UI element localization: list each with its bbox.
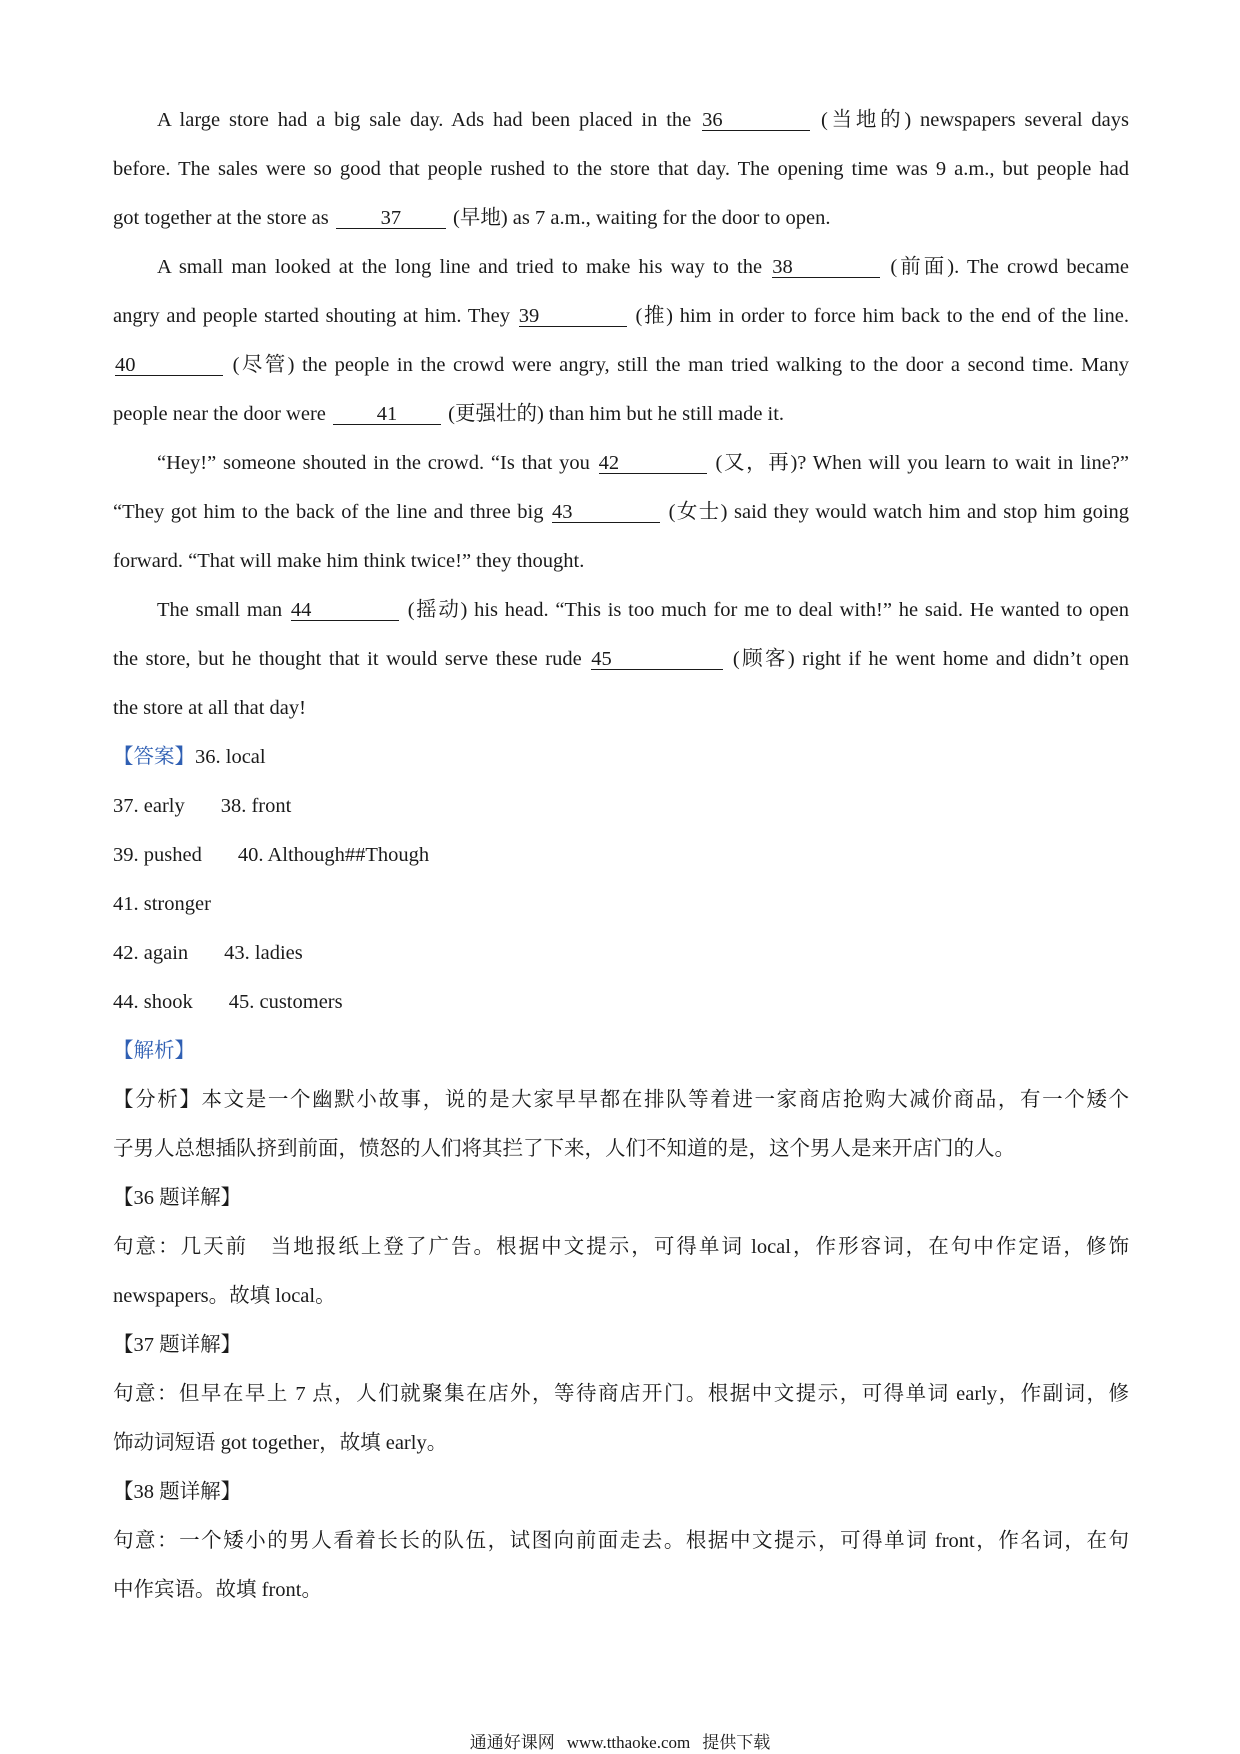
footer-url[interactable]: www.tthaoke.com <box>566 1733 691 1752</box>
text: 本文是一个幽默小故事，说的是大家早早都在排队等着进一家商店抢购大减价商品，有一个矮个 <box>201 1089 1130 1111</box>
p2-line2 <box>113 292 1129 341</box>
page-footer <box>0 1728 1240 1753</box>
p1-line3 <box>113 194 1129 243</box>
answer-label: 【答案】 <box>113 746 195 768</box>
p2-line3 <box>113 341 1129 390</box>
text: “Hey!” someone shouted in the crowd. “Is that you <box>157 452 590 474</box>
text: (尽管) the people in the crowd were angry, still the man tried walking to the door a second time. Many <box>232 354 1129 376</box>
answer-39: 39. pushed <box>113 844 202 866</box>
p4-line2 <box>113 635 1129 684</box>
blank-36: 36 <box>702 100 810 131</box>
text: (推) him in order to force him back to the end of the line. <box>635 305 1130 327</box>
text: the store, but he thought that it would serve these rude <box>113 648 582 670</box>
footer-site-name: 通通好课网 <box>469 1733 555 1752</box>
blank-42: 42 <box>599 443 707 474</box>
text: (又，再)? When will you learn to wait in line?” <box>715 452 1130 474</box>
q36-line2: newspapers。故填 local。 <box>113 1285 336 1307</box>
q37-line2: 饰动词短语 got together，故填 early。 <box>113 1432 448 1454</box>
text: (更强壮的) than him but he still made it. <box>448 403 785 425</box>
text: (摇动) his head. “This is too much for me to deal with!” he said. He wanted to open <box>407 599 1129 621</box>
answer-36: 36. local <box>195 746 266 768</box>
analysis-label <box>113 1027 1129 1076</box>
answer-row-4 <box>113 880 1129 929</box>
text: angry and people started shouting at him. They <box>113 305 511 327</box>
text: got together at the store as <box>113 207 329 229</box>
blank-39: 39 <box>519 296 627 327</box>
q38-title: 【38 题详解】 <box>113 1481 242 1503</box>
p1-line2: before. The sales were so good that people rushed to the store that day. The opening time was 9 a.m., but people had <box>113 158 1129 180</box>
text: (顾客) right if he went home and didn’t open <box>732 648 1130 670</box>
blank-38: 38 <box>772 247 880 278</box>
blank-40: 40 <box>115 345 223 376</box>
summary-label: 【分析】 <box>113 1089 202 1111</box>
analysis-summary-line2: 子男人总想插队挤到前面，愤怒的人们将其拦了下来，人们不知道的是，这个男人是来开店门的人。 <box>113 1138 1015 1160</box>
blank-44: 44 <box>291 590 399 621</box>
blank-43: 43 <box>552 492 660 523</box>
q38-line2: 中作宾语。故填 front。 <box>113 1579 322 1601</box>
answer-42: 42. again <box>113 942 189 964</box>
answer-row-6 <box>113 978 1129 1027</box>
text: A large store had a big sale day. Ads had been placed in the <box>157 109 692 131</box>
document-page <box>113 96 1129 1615</box>
text: (前面). The crowd became <box>890 256 1129 278</box>
p1-line1 <box>113 96 1129 145</box>
text: The small man <box>157 599 283 621</box>
answer-row-5 <box>113 929 1129 978</box>
answer-row-3 <box>113 831 1129 880</box>
text: (女士) said they would watch him and stop him going <box>668 501 1130 523</box>
answer-row-2 <box>113 782 1129 831</box>
q38-line1: 句意：一个矮小的男人看着长长的队伍，试图向前面走去。根据中文提示，可得单词 front，作名词，在句 <box>113 1530 1129 1552</box>
answer-41: 41. stronger <box>113 893 211 915</box>
answer-37: 37. early <box>113 795 185 817</box>
p3-line1 <box>113 439 1129 488</box>
q37-title: 【37 题详解】 <box>113 1334 242 1356</box>
q37-line1: 句意：但早在早上 7 点，人们就聚集在店外，等待商店开门。根据中文提示，可得单词 early，作副词，修 <box>113 1383 1129 1405</box>
text: “They got him to the back of the line and three big <box>113 501 544 523</box>
text: (早地) as 7 a.m., waiting for the door to open. <box>453 207 831 229</box>
text: people near the door were <box>113 403 326 425</box>
analysis-summary-line1 <box>113 1076 1129 1125</box>
text: (当地的) newspapers several days <box>821 109 1130 131</box>
answer-38: 38. front <box>220 795 292 817</box>
answer-40: 40. Although##Though <box>237 844 430 866</box>
analysis-heading: 【解析】 <box>113 1040 195 1062</box>
text: A small man looked at the long line and tried to make his way to the <box>157 256 763 278</box>
p3-line3: forward. “That will make him think twice!” they thought. <box>113 550 585 572</box>
p3-line2 <box>113 488 1129 537</box>
answer-row-1 <box>113 733 1129 782</box>
answer-44: 44. shook <box>113 991 193 1013</box>
answer-43: 43. ladies <box>224 942 303 964</box>
footer-suffix: 提供下载 <box>702 1733 771 1752</box>
blank-37: 37 <box>336 198 446 229</box>
p4-line1 <box>113 586 1129 635</box>
blank-45: 45 <box>591 639 723 670</box>
p4-line3: the store at all that day! <box>113 697 306 719</box>
q36-title: 【36 题详解】 <box>113 1187 242 1209</box>
answer-45: 45. customers <box>228 991 343 1013</box>
blank-41: 41 <box>333 394 441 425</box>
q36-line1: 句意：几天前 当地报纸上登了广告。根据中文提示，可得单词 local，作形容词，在句中作定语，修饰 <box>113 1236 1129 1258</box>
p2-line1 <box>113 243 1129 292</box>
p2-line4 <box>113 390 1129 439</box>
